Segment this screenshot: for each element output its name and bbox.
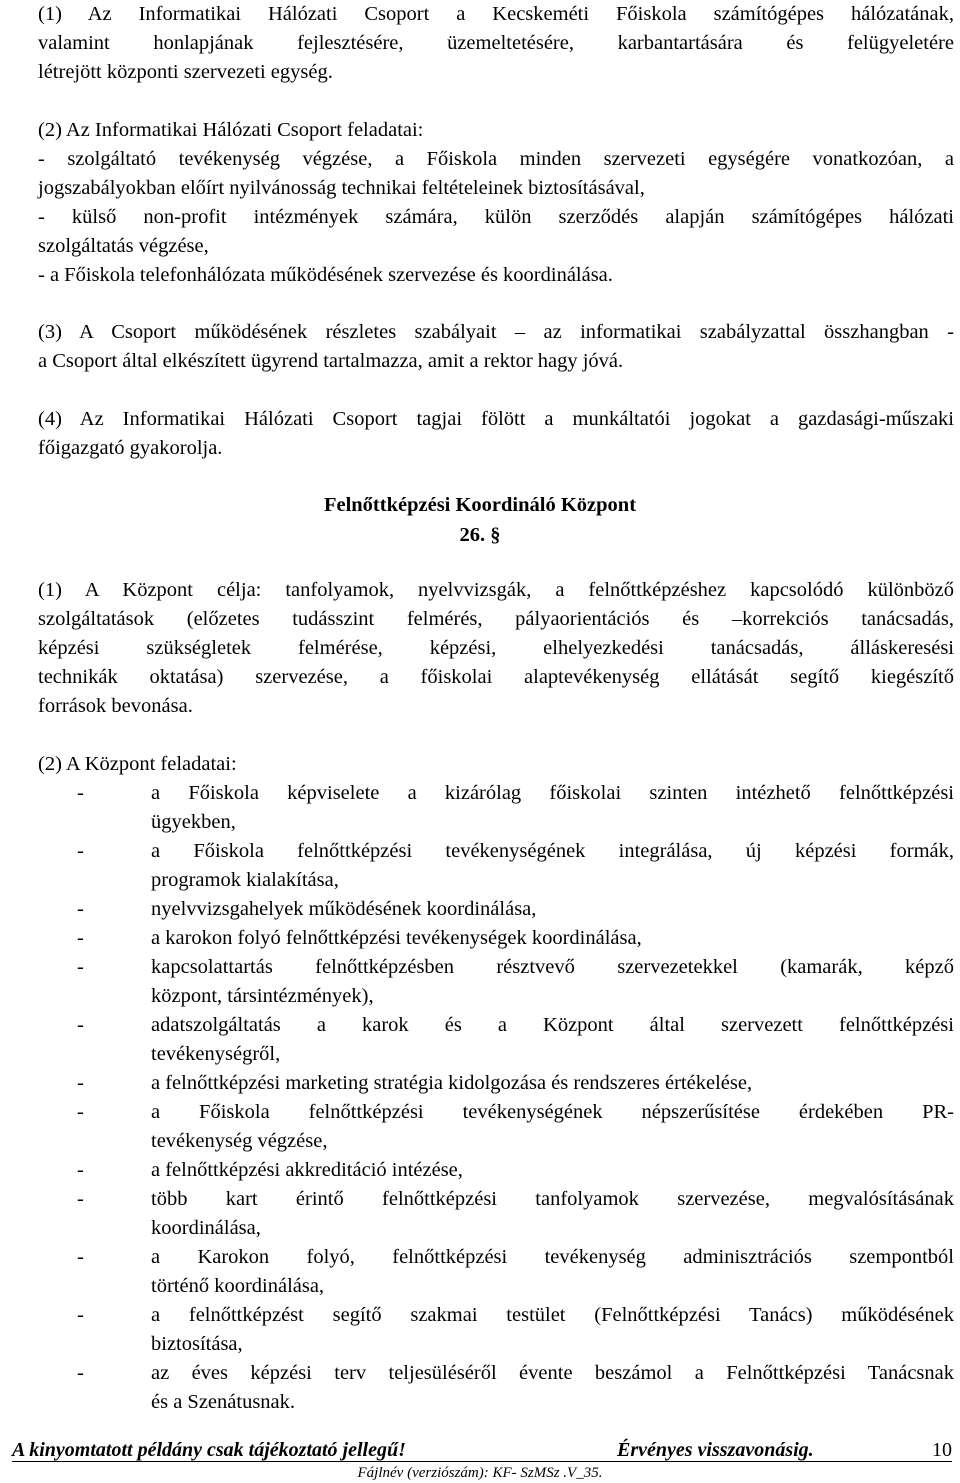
footer-filename: Fájlnév (verziószám): KF- SzMSz .V_35.	[357, 1465, 603, 1481]
list-dash: -	[77, 1188, 84, 1210]
list-dash: -	[77, 1101, 84, 1123]
text-line: (3) A Csoport működésének részletes szabályait – az informatikai szabályzattal összhangban -	[38, 321, 954, 343]
paragraph-26-2-intro	[38, 750, 954, 779]
text-line: (2) A Központ feladatai:	[38, 753, 237, 775]
text-line: szolgáltatás végzése,	[38, 235, 209, 257]
page-footer	[12, 1437, 952, 1463]
text-line: tevékenység végzése,	[151, 1130, 328, 1152]
page-number: 10	[932, 1439, 952, 1461]
list-item	[38, 1301, 954, 1359]
list-dash: -	[77, 1159, 84, 1181]
text-line: források bevonása.	[38, 695, 193, 717]
text-line: a felnőttképzést segítő szakmai testület (Felnőttképzési Tanács) működésének	[151, 1304, 954, 1326]
text-line: több kart érintő felnőttképzési tanfolyamok szervezése, megvalósításának	[151, 1188, 954, 1210]
list-dash: -	[77, 1072, 84, 1094]
text-line: tevékenységről,	[151, 1043, 281, 1065]
text-line: (2) Az Informatikai Hálózati Csoport feladatai:	[38, 119, 424, 141]
list-dash: -	[77, 927, 84, 949]
task-list	[38, 779, 954, 1417]
list-dash: -	[77, 1014, 84, 1036]
text-line: a Karokon folyó, felnőttképzési tevékenység adminisztrációs szempontból	[151, 1246, 954, 1268]
list-dash: -	[77, 1246, 84, 1268]
text-line: kapcsolattartás felnőttképzésben résztvevő szervezetekkel (kamarák, képző	[151, 956, 954, 978]
list-dash: -	[77, 898, 84, 920]
text-line: központ, társintézmények),	[151, 985, 374, 1007]
text-line: képzési szükségletek felmérése, képzési, elhelyezkedési tanácsadás, álláskeresési	[38, 637, 954, 659]
text-line: a Főiskola felnőttképzési tevékenységének integrálása, új képzési formák,	[151, 840, 954, 862]
list-dash: -	[77, 1304, 84, 1326]
list-item	[38, 1011, 954, 1069]
paragraph-25-3	[38, 318, 954, 376]
paragraph-25-2	[38, 116, 954, 290]
footer-notice: A kinyomtatott példány csak tájékoztató jellegű!	[12, 1439, 406, 1461]
text-line: a felnőttképzési akkreditáció intézése,	[151, 1159, 463, 1181]
list-item	[38, 924, 954, 953]
list-item	[38, 1185, 954, 1243]
list-dash: -	[77, 956, 84, 978]
list-item	[38, 837, 954, 895]
text-line: jogszabályokban előírt nyilvánosság technikai feltételeinek biztosításával,	[38, 177, 645, 199]
text-line: létrejött központi szervezeti egység.	[38, 61, 333, 83]
text-line: valamint honlapjának fejlesztésére, üzemeltetésére, karbantartására és felügyeletére	[38, 32, 954, 54]
footer-divider	[12, 1461, 952, 1462]
text-line: és a Szenátusnak.	[151, 1391, 296, 1413]
list-item	[38, 1359, 954, 1417]
footer-validity: Érvényes visszavonásig.	[617, 1439, 814, 1461]
list-dash: -	[77, 782, 84, 804]
text-line: - a Főiskola telefonhálózata működésének szervezése és koordinálása.	[38, 264, 613, 286]
text-line: technikák oktatása) szervezése, a főiskolai alaptevékenység ellátását segítő kiegészítő	[38, 666, 954, 688]
text-line: történő koordinálása,	[151, 1275, 325, 1297]
text-line: - külső non-profit intézmények számára, külön szerződés alapján számítógépes hálózati	[38, 206, 954, 228]
text-line: programok kialakítása,	[151, 869, 339, 891]
text-line: szolgáltatások (előzetes tudásszint felmérés, pályaorientációs és –korrekciós tanácsadás,	[38, 608, 954, 630]
section-title: Felnőttképzési Koordináló Központ	[323, 494, 637, 516]
text-line: a felnőttképzési marketing stratégia kidolgozása és rendszeres értékelése,	[151, 1072, 753, 1094]
text-line: - szolgáltató tevékenység végzése, a Főiskola minden szervezeti egységére vonatkozóan, a	[38, 148, 954, 170]
text-line: koordinálása,	[151, 1217, 261, 1239]
list-item	[38, 779, 954, 837]
text-line: főigazgató gyakorolja.	[38, 437, 223, 459]
list-dash: -	[77, 840, 84, 862]
text-line: nyelvvizsgahelyek működésének koordinálása,	[151, 898, 537, 920]
list-item	[38, 953, 954, 1011]
text-line: adatszolgáltatás a karok és a Központ által szervezett felnőttképzési	[151, 1014, 954, 1036]
text-line: biztosítása,	[151, 1333, 243, 1355]
section-number: 26. §	[459, 524, 501, 546]
paragraph-25-1	[38, 0, 954, 87]
list-item	[38, 1098, 954, 1156]
list-item	[38, 1156, 954, 1185]
text-line: (1) A Központ célja: tanfolyamok, nyelvvizsgák, a felnőttképzéshez kapcsolódó különböző	[38, 579, 954, 601]
paragraph-26-1	[38, 576, 954, 721]
text-line: (1) Az Informatikai Hálózati Csoport a Kecskeméti Főiskola számítógépes hálózatának,	[38, 3, 954, 25]
text-line: ügyekben,	[151, 811, 236, 833]
list-item	[38, 1069, 954, 1098]
list-item	[38, 1243, 954, 1301]
list-item	[38, 895, 954, 924]
text-line: a Csoport által elkészített ügyrend tartalmazza, amit a rektor hagy jóvá.	[38, 350, 624, 372]
text-line: (4) Az Informatikai Hálózati Csoport tagjai fölött a munkáltatói jogokat a gazdasági-műszaki	[38, 408, 954, 430]
text-line: a karokon folyó felnőttképzési tevékenységek koordinálása,	[151, 927, 642, 949]
text-line: a Főiskola képviselete a kizárólag főiskolai szinten intézhető felnőttképzési	[151, 782, 954, 804]
list-dash: -	[77, 1362, 84, 1384]
text-line: az éves képzési terv teljesüléséről évente beszámol a Felnőttképzési Tanácsnak	[151, 1362, 954, 1384]
text-line: a Főiskola felnőttképzési tevékenységének népszerűsítése érdekében PR-	[151, 1101, 954, 1123]
paragraph-25-4	[38, 405, 954, 463]
